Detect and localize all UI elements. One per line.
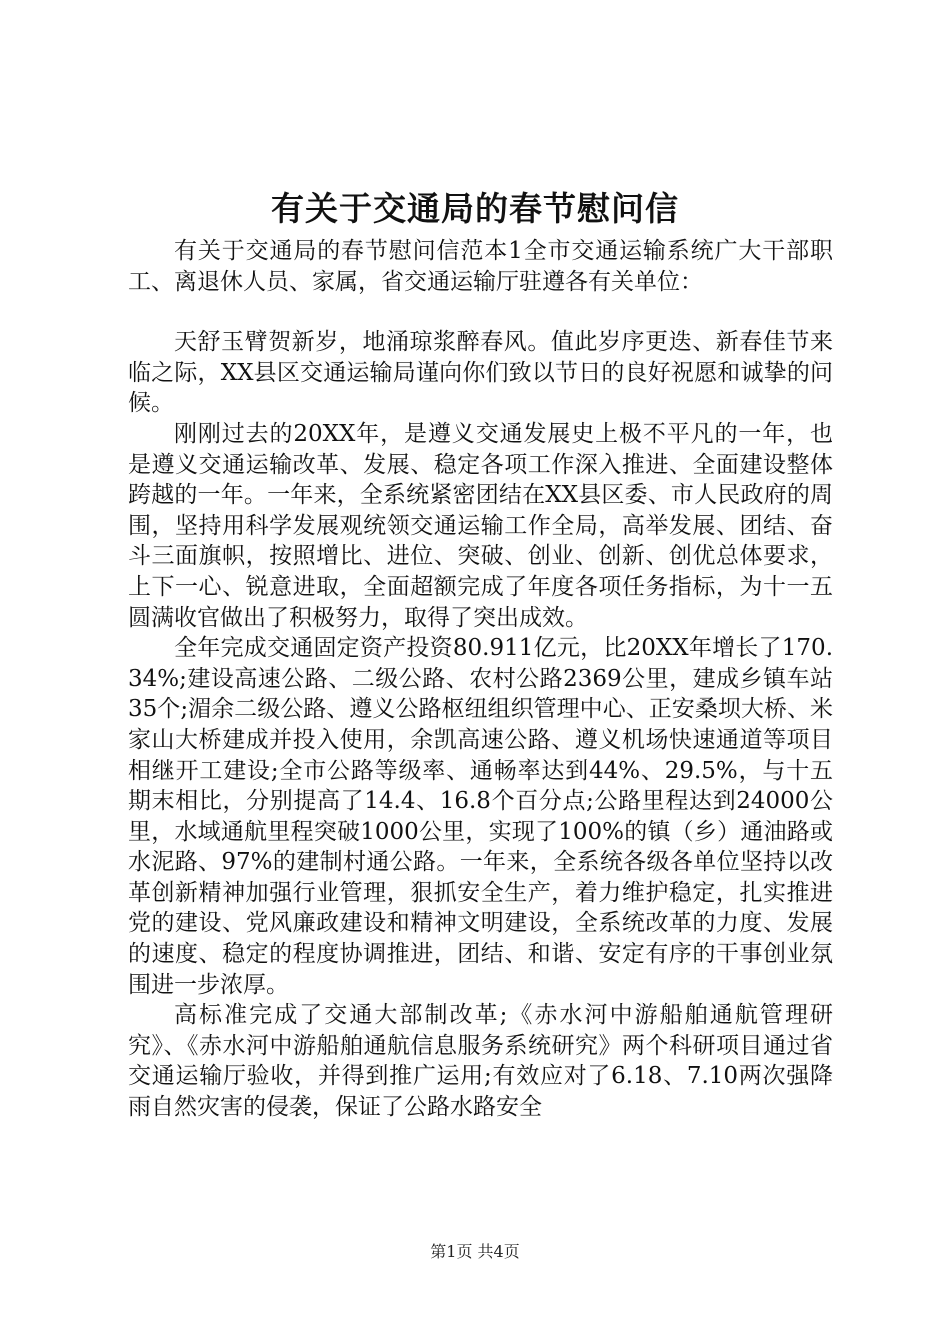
page-footer: 第1页 共4页 — [430, 1242, 520, 1261]
paragraph-salutation: 有关于交通局的春节慰问信范本1全市交通运输系统广大干部职工、离退休人员、家属，省交通运输厅驻遵各有关单位： — [128, 238, 833, 295]
paragraph-greeting: 天舒玉臂贺新岁，地涌琼浆醉春风。值此岁序更迭、新春佳节来临之际，XX县区交通运输局谨向你们致以节日的良好祝愿和诚挚的问候。 — [128, 329, 833, 417]
paragraph-year-review: 刚刚过去的20XX年，是遵义交通发展史上极不平凡的一年，也是遵义交通运输改革、发展、稳定各项工作深入推进、全面建设整体跨越的一年。一年来，全系统紧密团结在XX县区委、市人民政府的周围，坚持用科学发展观统领交通运输工作全局，高举发展、团结、奋斗三面旗帜，按照增比、进位、突破、创业、创新、创优总体要求，上下一心、锐意进取，全面超额完成了年度各项任务指标，为十一五圆满收官做出了积极努力，取得了突出成效。 — [128, 420, 833, 631]
document-body — [128, 236, 833, 1123]
document-title: 有关于交通局的春节慰问信 — [271, 189, 679, 228]
paragraph-achievements: 全年完成交通固定资产投资80.911亿元，比20XX年增长了170.34%;建设高速公路、二级公路、农村公路2369公里，建成乡镇车站35个;湄余二级公路、遵义公路枢纽组织管理中心、正安桑坝大桥、米家山大桥建成并投入使用，余凯高速公路、遵义机场快速通道等项目相继开工建设;全市公路等级率、通畅率达到44%、29.5%，与十五期末相比，分别提高了14.4、16.8个百分点;公路里程达到24000公里，水域通航里程突破1000公里，实现了100%的镇（乡）通油路或水泥路、97%的建制村通公路。一年来，全系统各级各单位坚持以改革创新精神加强行业管理，狠抓安全生产，着力维护稳定，扎实推进党的建设、党风廉政建设和精神文明建设，全系统改革的力度、发展的速度、稳定的程度协调推进，团结、和谐、安定有序的干事创业氛围进一步浓厚。 — [128, 635, 833, 998]
paragraph-reform: 高标准完成了交通大部制改革;《赤水河中游船舶通航管理研究》、《赤水河中游船舶通航信息服务系统研究》两个科研项目通过省交通运输厅验收，并得到推广运用;有效应对了6.18、7.10两次强降雨自然灾害的侵袭，保证了公路水路安全 — [128, 1002, 833, 1121]
